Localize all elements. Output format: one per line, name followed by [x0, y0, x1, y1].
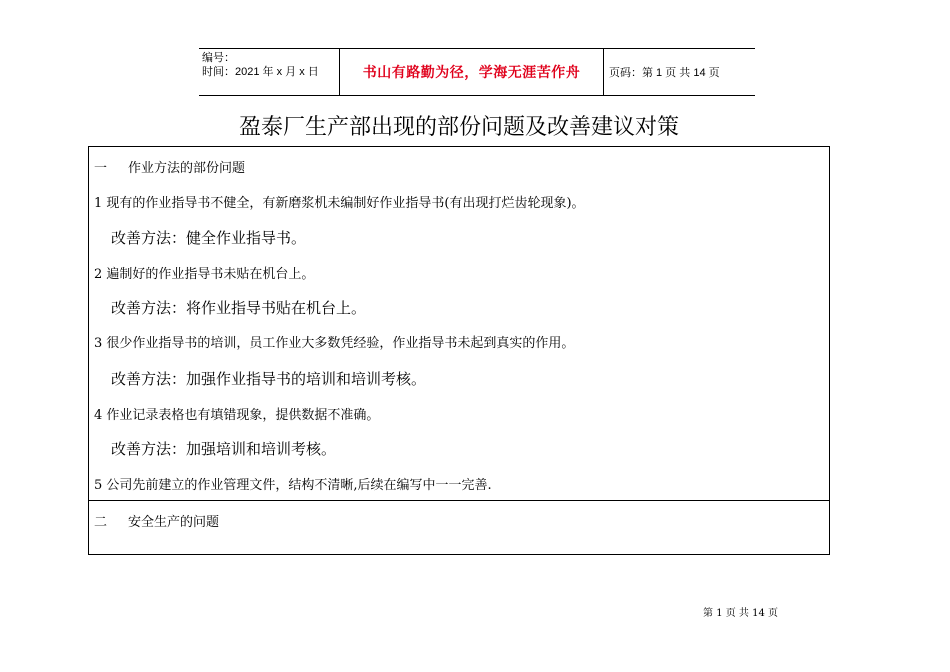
problem-item-3: 3 很少作业指导书的培训，员工作业大多数凭经验，作业指导书未起到真实的作用。 [94, 336, 575, 351]
content-table [88, 146, 830, 555]
document-title: 盈泰厂生产部出现的部份问题及改善建议对策 [238, 115, 679, 140]
fix-item-4: 改善方法：加强培训和培训考核。 [111, 440, 337, 458]
page-footer: 第 1 页 共 14 页 [703, 608, 778, 619]
section-one [89, 147, 829, 501]
problem-item-4: 4 作业记录表格也有填错现象，提供数据不准确。 [94, 408, 380, 423]
code-label: 编号： [202, 52, 235, 64]
section-one-heading [94, 157, 245, 176]
header-motto: 书山有路勤为径，学海无涯苦作舟 [362, 64, 581, 80]
problem-item-5: 5 公司先前建立的作业管理文件，结构不清晰,后续在编写中一一完善. [94, 478, 492, 493]
section-two-title: 安全生产的问题 [128, 515, 220, 530]
fix-item-2: 改善方法：将作业指导书贴在机台上。 [111, 299, 367, 317]
section-two [89, 501, 829, 554]
header-page-info: 页码：第 1 页 共 14 页 [609, 67, 720, 79]
section-one-title: 作业方法的部份问题 [128, 161, 246, 176]
time-label: 时间：2021 年 x 月 x 日 [202, 66, 319, 78]
problem-item-2: 2 遍制好的作业指导书未贴在机台上。 [94, 267, 315, 282]
section-one-number: 一 [94, 161, 108, 176]
section-two-number: 二 [94, 515, 108, 530]
header-meta [199, 49, 339, 95]
section-two-heading [94, 511, 219, 530]
fix-item-3: 改善方法：加强作业指导书的培训和培训考核。 [111, 370, 427, 388]
problem-item-1: 1 现有的作业指导书不健全，有新磨浆机未编制好作业指导书(有出现打烂齿轮现象)。 [94, 196, 585, 211]
page-header [199, 48, 755, 96]
fix-item-1: 改善方法：健全作业指导书。 [111, 229, 307, 247]
